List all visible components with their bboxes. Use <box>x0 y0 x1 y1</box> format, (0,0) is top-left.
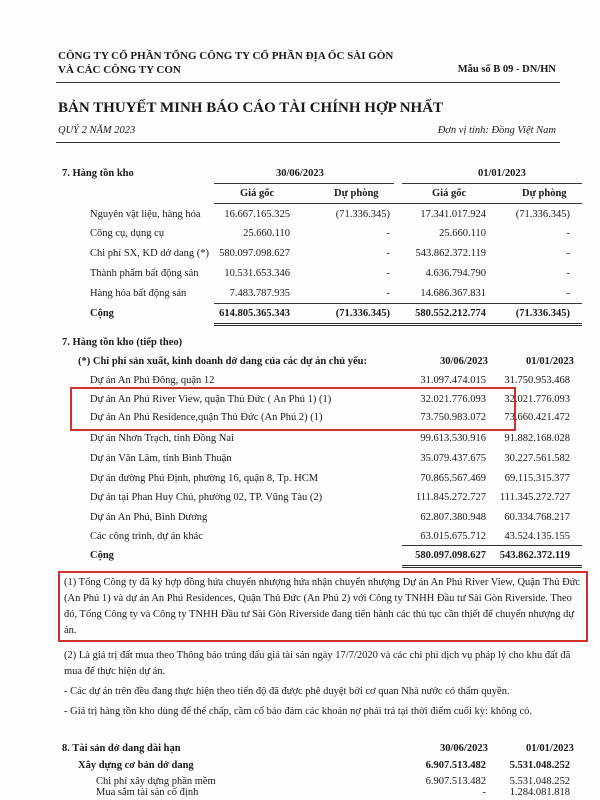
row-label: Công cụ, dụng cụ <box>90 228 165 239</box>
company-name-line1: CÔNG TY CỔ PHẦN TỔNG CÔNG TY CỔ PHẦN ĐỊA ỐC SÀI GÒN <box>58 50 394 62</box>
project-label: Dự án Nhơn Trạch, tỉnh Đồng Nai <box>90 433 234 444</box>
total-label: Cộng <box>90 308 114 319</box>
col-cost-1: Giá gốc <box>240 188 275 199</box>
row-label: Thành phẩm bất động sản <box>90 268 199 279</box>
project-v1: 73.750.983.072 <box>420 412 486 423</box>
row-cost1: 7.483.787.935 <box>229 288 290 299</box>
section8-title: 8. Tài sản dở dang dài hạn <box>62 743 181 754</box>
s8-v2: 5.531.048.252 <box>509 760 570 771</box>
project-v1: 111.845.272.727 <box>415 492 486 503</box>
currency-unit: Đơn vị tính: Đồng Việt Nam <box>437 125 556 136</box>
date2-underline <box>402 183 582 184</box>
row-label: Hàng hóa bất động sản <box>90 288 187 299</box>
project-v2: 73.660.421.472 <box>504 412 570 423</box>
project-label: Dự án An Phú Đông, quận 12 <box>90 375 215 386</box>
report-period: QUÝ 2 NĂM 2023 <box>58 125 136 136</box>
note-2: (2) Là giá trị đất mua theo Thông báo trúng đấu giá tài sản ngày 17/7/2020 và các chi phí dịch vụ pháp lý cho khu đất đã mua để thực hiện dự án. <box>64 650 571 677</box>
row-prov2: - <box>566 248 570 259</box>
total-prov1: (71.336.345) <box>335 308 390 319</box>
row-prov1: - <box>386 268 390 279</box>
row-label: Nguyên vật liệu, hàng hóa <box>90 209 201 220</box>
project-v1: 62.807.380.948 <box>420 512 486 523</box>
projects-total-bottom-rule-2 <box>402 567 582 568</box>
col-provision-2: Dự phòng <box>522 188 567 199</box>
s8-v2: 5.531.048.252 <box>509 776 570 787</box>
project-v1: 35.079.437.675 <box>420 453 486 464</box>
title-divider <box>56 142 560 143</box>
date1-underline <box>214 183 394 184</box>
section7-date1: 30/06/2023 <box>276 168 324 179</box>
s8-v2: 1.284.081.818 <box>509 787 570 798</box>
project-v2: 60.334.768.217 <box>504 512 570 523</box>
header-divider <box>56 82 560 83</box>
project-v2: 69.115.315.377 <box>504 473 570 484</box>
note-3: - Các dự án trên đều đang thực hiện theo tiến độ đã được phê duyệt bởi cơ quan Nhà nước có thẩm quyền. <box>64 686 510 697</box>
row-label: Chi phí SX, KD dở dang (*) <box>90 248 210 259</box>
row-cost1: 580.097.098.627 <box>219 248 290 259</box>
project-label: Dự án An Phú Residence,quận Thủ Đức (An Phú 2) (1) <box>90 412 323 423</box>
project-label: Dự án An Phú, Bình Dương <box>90 512 208 523</box>
s8-label: Mua sắm tài sản cố định <box>96 787 199 798</box>
projects-total-top-rule <box>402 545 582 546</box>
project-label: Dự án Văn Lâm, tỉnh Bình Thuận <box>90 453 232 464</box>
project-v2: 91.882.168.028 <box>504 433 570 444</box>
total-cost1: 614.805.365.343 <box>219 308 290 319</box>
s8-label: Xây dựng cơ bản dở dang <box>78 760 194 771</box>
total-bottom-rule <box>214 323 582 324</box>
s8-label: Chi phí xây dựng phần mềm <box>96 776 216 787</box>
project-v1: 70.865.567.469 <box>420 473 486 484</box>
note-4: - Giá trị hàng tồn kho dùng để thế chấp, cầm cố bảo đảm các khoản nợ phải trả tại thời điểm cuối kỳ: không có. <box>64 706 533 717</box>
project-v1: 63.015.675.712 <box>420 531 486 542</box>
note-1: (1) Tổng Công ty đã ký hợp đồng hứa chuyển nhượng hứa nhận chuyển nhượng Dự án An Phú River View, Quận Thủ Đức (An Phú 1) và dự án An Phú Residences, Quận Thủ Đức (An Phú 2) với Công ty TNHH Đầu tư Sài Gòn Riverside. Theo đó, Tổng Công ty và Công ty TNHH Đầu tư Sài Gòn Riverside đang tiến hành các thủ tục cần thiết để chuyển nhượng dự án. <box>64 577 581 636</box>
row-prov2: (71.336.345) <box>515 209 570 220</box>
row-cost2: 4.636.794.790 <box>425 268 486 279</box>
row-prov2: - <box>566 228 570 239</box>
project-v2: 111.345.272.727 <box>499 492 570 503</box>
project-v1: 31.097.474.015 <box>420 375 486 386</box>
row-cost2: 543.862.372.119 <box>415 248 486 259</box>
project-v1: 32.021.776.093 <box>420 394 486 405</box>
total-top-rule <box>214 303 582 304</box>
project-label: Dự án tại Phan Huy Chú, phường 02, TP. Vũng Tàu (2) <box>90 492 323 503</box>
section7-date2: 01/01/2023 <box>478 168 526 179</box>
section7b-subtitle: (*) Chi phí sản xuất, kinh doanh dở dang của các dự án chủ yếu: <box>78 356 367 367</box>
row-prov1: - <box>386 228 390 239</box>
row-cost1: 25.660.110 <box>243 228 290 239</box>
s8-v1: 6.907.513.482 <box>425 760 486 771</box>
row-prov2: - <box>566 288 570 299</box>
s8-v1: 6.907.513.482 <box>425 776 486 787</box>
project-v2: 30.227.561.582 <box>504 453 570 464</box>
total-prov2: (71.336.345) <box>515 308 570 319</box>
total-cost2: 580.552.212.774 <box>415 308 486 319</box>
project-label: Dự án An Phú River View, quận Thủ Đức ( An Phú 1) (1) <box>90 394 332 405</box>
highlight-box-projects <box>70 387 516 431</box>
project-v2: 43.524.135.155 <box>504 531 570 542</box>
section7b-date1: 30/06/2023 <box>440 356 488 367</box>
row-prov1: (71.336.345) <box>335 209 390 220</box>
col-cost-2: Giá gốc <box>432 188 467 199</box>
s8-v1: - <box>482 787 486 798</box>
row-cost1: 10.531.653.346 <box>224 268 290 279</box>
projects-total-v1: 580.097.098.627 <box>415 550 486 561</box>
row-cost2: 14.686.367.831 <box>420 288 486 299</box>
company-name-line2: VÀ CÁC CÔNG TY CON <box>58 64 181 76</box>
col-provision-1: Dự phòng <box>334 188 379 199</box>
project-v2: 31.750.953.468 <box>504 375 570 386</box>
projects-total-label: Cộng <box>90 550 114 561</box>
section8-date1: 30/06/2023 <box>440 743 488 754</box>
col-header-underline <box>214 203 582 204</box>
row-prov1: - <box>386 248 390 259</box>
project-v1: 99.613.530.916 <box>420 433 486 444</box>
section7b-date2: 01/01/2023 <box>526 356 574 367</box>
form-number: Mẫu số B 09 - DN/HN <box>457 64 556 75</box>
row-cost2: 17.341.017.924 <box>420 209 486 220</box>
section8-date2: 01/01/2023 <box>526 743 574 754</box>
row-cost2: 25.660.110 <box>439 228 486 239</box>
project-label: Dự án đường Phú Định, phường 16, quận 8, Tp. HCM <box>90 473 319 484</box>
row-cost1: 16.667.165.325 <box>224 209 290 220</box>
projects-total-bottom-rule <box>402 565 582 566</box>
row-prov2: - <box>566 268 570 279</box>
section7-title: 7. Hàng tồn kho <box>62 168 134 179</box>
total-bottom-rule-2 <box>214 325 582 326</box>
report-title: BẢN THUYẾT MINH BÁO CÁO TÀI CHÍNH HỢP NHẤT <box>58 100 444 116</box>
section7b-title: 7. Hàng tồn kho (tiếp theo) <box>62 337 183 348</box>
project-v2: 32.021.776.093 <box>504 394 570 405</box>
project-label: Các công trình, dự án khác <box>90 531 203 542</box>
row-prov1: - <box>386 288 390 299</box>
projects-total-v2: 543.862.372.119 <box>499 550 570 561</box>
